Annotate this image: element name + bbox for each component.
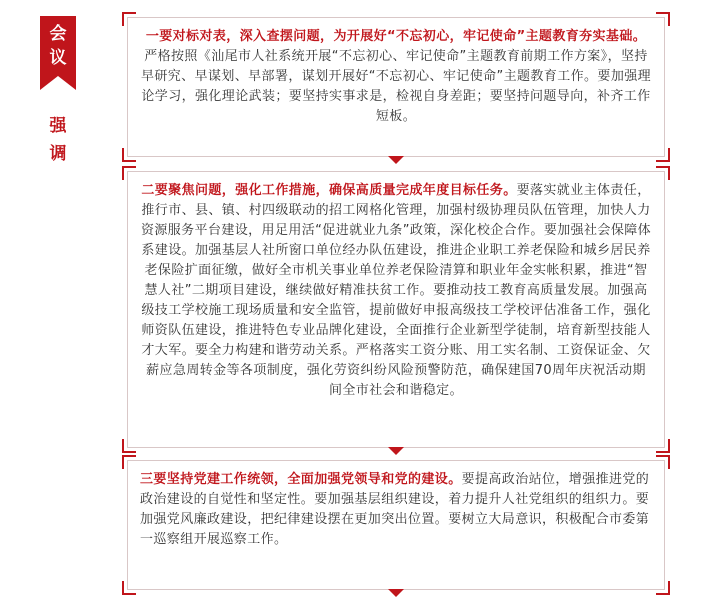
section-lead: 三要坚持党建工作统领，全面加强党领导和党的建设。	[140, 472, 462, 487]
section-body: 严格按照《汕尾市人社系统开展“不忘初心、牢记使命”主题教育前期工作方案》，坚持早研究、早谋划、早部署，谋划开展好“不忘初心、牢记使命”主题教育工作。要加强理论学习，强化理论武装；要坚持实事求是，检视自身差距；要坚持问题导向，补齐工作短板。	[140, 49, 652, 124]
ribbon-tail	[40, 76, 76, 90]
section-box-1	[127, 17, 665, 157]
section-paragraph	[140, 27, 652, 127]
corner-bracket	[122, 12, 136, 26]
ribbon-char: 调	[49, 144, 67, 164]
ribbon-char: 强	[49, 116, 67, 136]
ribbon-subtitle	[40, 112, 76, 168]
box-notch	[388, 589, 404, 597]
corner-bracket	[656, 166, 670, 180]
ribbon-char: 议	[49, 48, 67, 68]
corner-bracket	[656, 12, 670, 26]
corner-bracket	[122, 455, 136, 469]
section-body: 要提高政治站位，增强推进党的政治建设的自觉性和坚定性。要加强基层组织建设，着力提升人社党组织的组织力。要加强党风廉政建设，把纪律建设摆在更加突出位置。要树立大局意识，积极配合市委第一巡察组开展巡察工作。	[140, 472, 650, 547]
ribbon-tab	[40, 16, 76, 76]
corner-bracket	[656, 581, 670, 595]
meeting-emphasis-ribbon	[40, 16, 76, 164]
corner-bracket	[122, 148, 136, 162]
corner-bracket	[656, 439, 670, 453]
corner-bracket	[122, 581, 136, 595]
corner-bracket	[656, 455, 670, 469]
section-lead: 一要对标对表，深入查摆问题，为开展好“不忘初心，牢记使命”主题教育夯实基础。	[145, 29, 647, 44]
ribbon-char: 会	[49, 24, 67, 44]
section-paragraph	[140, 470, 652, 550]
corner-bracket	[122, 439, 136, 453]
section-paragraph	[140, 181, 652, 401]
section-box-2	[127, 171, 665, 448]
box-notch	[388, 156, 404, 164]
section-body: 要落实就业主体责任，推行市、县、镇、村四级联动的招工网格化管理，加强村级协理员队伍管理，加快人力资源服务平台建设，用足用活“促进就业九条”政策，深化校企合作。要加强社会保障体系建设。加强基层人社所窗口单位经办队伍建设，推进企业职工养老保险和城乡居民养老保险扩面征缴，做好全市机关事业单位养老保险清算和职业年金实帐积累，推进“智慧人社”二期项目建设，继续做好精准扶贫工作。要推动技工教育高质量发展。加强高级技工学校施工现场质量和安全监管，提前做好申报高级技工学校评估准备工作，强化师资队伍建设，推进特色专业品牌化建设，全面推行企业新型学徒制，培育新型技能人才大军。要全力构建和谐劳动关系。严格落实工资分账、用工实名制、工资保证金、欠薪应急周转金等各项制度，强化劳资纠纷风险预警防范，确保建国70周年庆祝活动期间全市社会和谐稳定。	[140, 183, 652, 398]
corner-bracket	[122, 166, 136, 180]
section-lead: 二要聚焦问题，强化工作措施，确保高质量完成年度目标任务。	[141, 183, 517, 198]
section-box-3	[127, 460, 665, 590]
corner-bracket	[656, 148, 670, 162]
box-notch	[388, 447, 404, 455]
